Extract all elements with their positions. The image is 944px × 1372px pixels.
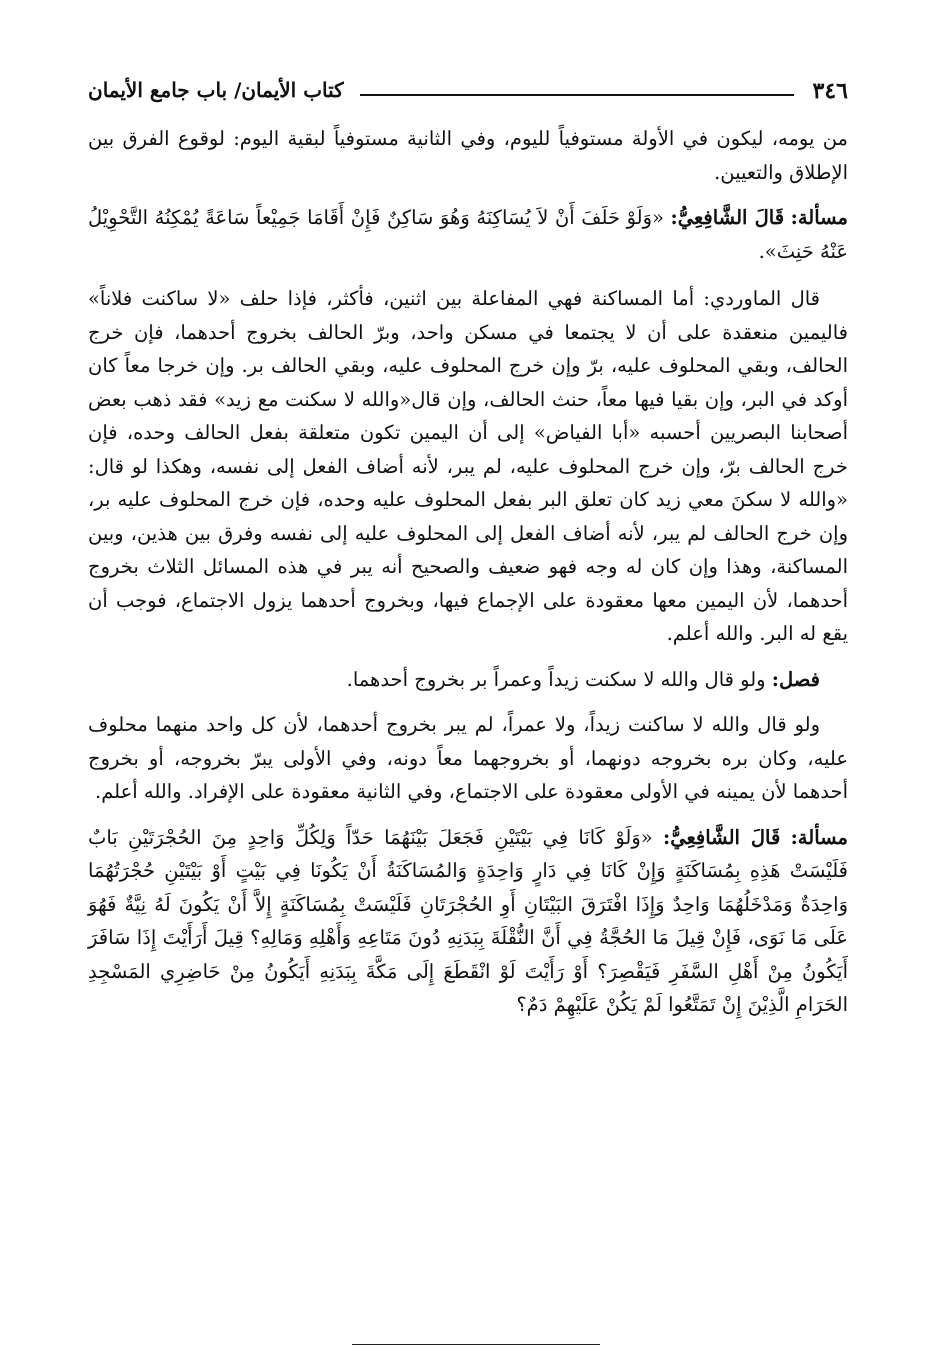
fasl-section bbox=[88, 663, 848, 697]
mas-ala-label: مسألة: bbox=[790, 825, 848, 849]
mawardi-commentary bbox=[88, 282, 848, 651]
shafii-speaker: قَالَ الشَّافِعِيُّ: bbox=[670, 206, 785, 229]
header-rule bbox=[360, 94, 794, 96]
fasl-text: ولو قال والله لا سكنت زيداً وعمراً بر بخروج أحدهما. bbox=[346, 667, 766, 691]
paragraph-two-persons bbox=[88, 708, 848, 809]
shafii-quote: «وَلَوْ حَلَفَ أَنْ لاَ يُسَاكِنَهُ وَهُوَ سَاكِنٌ فَإِنْ أَقَامَا جَمِيْعاً سَاعَةً يُمْكِنُهُ التَّحْوِيْلُ عَنْهُ حَنِثَ». bbox=[88, 206, 848, 263]
chapter-title: كتاب الأيمان/ باب جامع الأيمان bbox=[88, 78, 344, 102]
paragraph-text: قال الماوردي: أما المساكنة فهي المفاعلة بين اثنين، فأكثر، فإذا حلف «لا ساكنت فلاناً» فاليمين منعقدة على أن لا يجتمعا في مسكن واحد، وبرّ الحالف بخروج أحدهما، فإن خرج الحالف، وبقي المحلوف عليه، برّ وإن خرج المحلوف عليه، وبقي الحالف بر. وإن خرجا معاً كان أوكد في البر، وإن بقيا فيها معاً، حنث الحالف، وإن قال«والله لا سكنت مع زيد» فقد ذهب بعض أصحابنا البصريين أحسبه «أبا الفياض» إلى أن اليمين تكون متعلقة بفعل الحالف وحده، فإن خرج الحالف برّ، وإن خرج المحلوف عليه، لم يبر، لأنه أضاف الفعل إلى نفسه، وهكذا لو قال: «والله لا سكنَ معي زيد كان تعلق البر بفعل المحلوف عليه وحده، فإن خرج المحلوف عليه بر، وإن خرج الحالف لم يبر، لأنه أضاف الفعل إلى المحلوف عليه إلى نفسه وفرق بين هذين، وبين المساكنة، وهذا وإن كان له وجه فهو ضعيف والصحيح أنه يبر في هذه المسائل الثلاث بخروج أحدهما، لأن اليمين معها معقودة على الإجماع فيها، وبخروج أحدهما يزول الاجتماع، فوجب أن يقع له البر. والله أعلم. bbox=[88, 287, 848, 645]
fasl-label: فصل: bbox=[771, 667, 820, 691]
mas-ala-label: مسألة: bbox=[790, 206, 849, 229]
shafii-speaker: قَالَ الشَّافِعِيُّ: bbox=[663, 825, 781, 849]
paragraph-text: من يومه، ليكون في الأولة مستوفياً لليوم، وفي الثانية مستوفياً لبقية اليوم: لوقوع الفرق بين الإطلاق والتعيين. bbox=[88, 127, 848, 184]
paragraph-text: ولو قال والله لا ساكنت زيداً، ولا عمراً، لم يبر بخروج أحدهما، لأن كل واحد منهما محلوف عليه، وكان بره بخروجه دونهما، أو بخروجهما معاً دونه، وفي الأولى يبرّ بخروجه، أو بخروج أحدهما لأن يمينه في الأولى معقودة على الاجتماع، وفي الثانية معقودة على الإفراد. والله أعلم. bbox=[88, 713, 848, 803]
mas-ala-1 bbox=[88, 201, 848, 268]
shafii-quote: «وَلَوْ كَانَا فِي بَيْتَيْنِ فَجَعَلَ بَيْنَهُمَا حَدّاً وَلِكُلِّ وَاحِدٍ مِنَ الحُجْرَتَيْنِ بَابٌ فَلَيْسَتْ هَذِهِ بِمُسَاكَنَةٍ وَإِنْ كَانَا فِي دَارٍ وَاحِدَةٍ وَالمُسَاكَنَةُ أَنْ يَكُونَا فِي بَيْتٍ أَوْ بَيْتَيْنِ حُجْرَتُهُمَا وَاحِدَةٌ وَمَدْخَلُهُمَا وَاحِدٌ وَإِذَا افْتَرَقَ البَيْتَانِ أَوِ الحُجْرَتَانِ فَلَيْسَتْ بِمُسَاكَنَةٍ إِلاَّ أَنْ يَكُونَ لَهُ نِيَّةٌ فَهُوَ عَلَى مَا نَوَى، فَإِنْ قِيلَ مَا الحُجَّةُ فِي أَنَّ النُّقْلَةَ بِبَدَنِهِ دُونَ مَتَاعِهِ وَأَهْلِهِ وَمَالِهِ؟ قِيلَ أَرَأَيْتَ إِذَا سَافَرَ أَيَكُونُ مِنْ أَهْلِ السَّفَرِ فَيَقْصِرَ؟ أَوْ رَأَيْتَ لَوْ انْقَطَعَ إِلَى مَكَّةَ بِبَدَنِهِ أَيَكُونُ مِنْ حَاضِرِي المَسْجِدِ الحَرَامِ الَّذِيْنَ إِنْ تَمَتَّعُوا لَمْ يَكُنْ عَلَيْهِمْ دَمٌ؟ bbox=[88, 825, 848, 1016]
running-header bbox=[88, 74, 848, 108]
page-body bbox=[88, 122, 848, 1022]
mas-ala-2 bbox=[88, 821, 848, 1022]
paragraph-continuation bbox=[88, 122, 848, 189]
page-number: ٣٤٦ bbox=[812, 78, 848, 104]
footer-rule bbox=[352, 1344, 600, 1345]
